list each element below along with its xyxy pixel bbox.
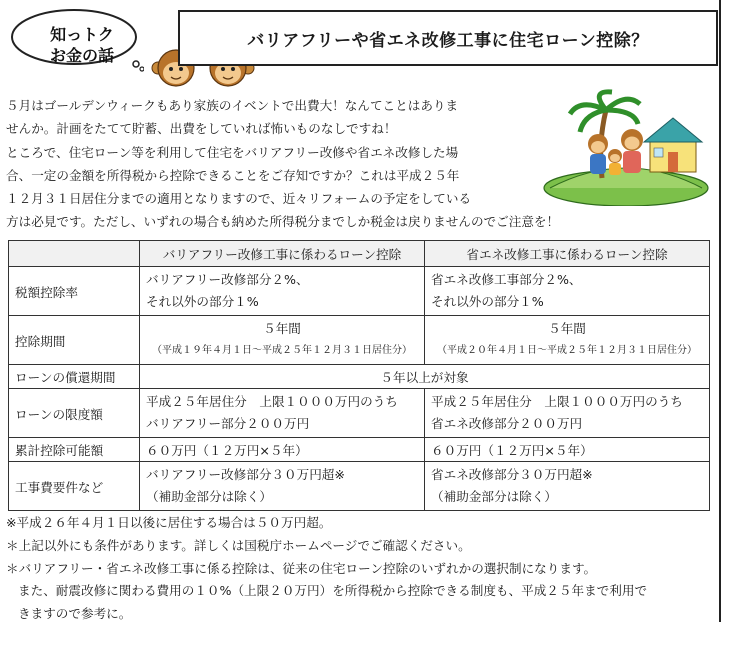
page-border bbox=[719, 0, 721, 622]
intro-line: せんか。計画をたてて貯蓄、出費をしていれば怖いものなしですね！ bbox=[6, 121, 397, 137]
row-label: ローンの限度額 bbox=[9, 389, 140, 438]
footnote: ＊バリアフリー・省エネ改修工事に係る控除は、従来の住宅ローン控除のいずれかの選択制になります。 bbox=[6, 560, 597, 576]
table-header-energy-saving: 省エネ改修工事に係わるローン控除 bbox=[425, 241, 710, 267]
table-header-blank bbox=[9, 241, 140, 267]
table-row bbox=[9, 267, 710, 316]
table-row bbox=[9, 365, 710, 389]
article-title: バリアフリーや省エネ改修工事に住宅ローン控除？ bbox=[178, 10, 718, 66]
footnote: また、耐震改修に関わる費用の１０%（上限２０万円）を所得税から控除できる制度も、平成２５年まで利用で bbox=[18, 583, 648, 599]
intro-line: 方は必見です。ただし、いずれの場合も納めた所得税分までしか税金は戻りませんのでご注意を！ bbox=[6, 214, 560, 230]
footnote: ＊上記以外にも条件があります。詳しくは国税庁ホームページでご確認ください。 bbox=[6, 537, 471, 553]
cell-barrier-free bbox=[140, 316, 425, 365]
cell-line: 平成２５年居住分 上限１０００万円のうち bbox=[146, 394, 398, 409]
cell-line: バリアフリー改修部分３０万円超※ bbox=[146, 467, 345, 482]
cell-span: ５年以上が対象 bbox=[140, 365, 710, 389]
cell-line: （平成１９年４月１日～平成２５年１２月３１日居住分） bbox=[152, 345, 412, 356]
intro-line: １２月３１日居住分までの適用となりますので、近々リフォームの予定をしている bbox=[6, 191, 472, 207]
cell-energy-saving: ６０万円（１２万円×５年） bbox=[425, 438, 710, 462]
cell-line: ５年間 bbox=[263, 321, 301, 336]
cell-barrier-free bbox=[140, 267, 425, 316]
cell-energy-saving bbox=[425, 462, 710, 511]
row-label: 税額控除率 bbox=[9, 267, 140, 316]
loan-deduction-table bbox=[8, 240, 710, 511]
cell-barrier-free: ６０万円（１２万円×５年） bbox=[140, 438, 425, 462]
island-family-illustration bbox=[540, 88, 712, 206]
cell-line: それ以外の部分１% bbox=[431, 294, 544, 309]
cell-line: （平成２０年４月１日～平成２５年１２月３１日居住分） bbox=[437, 345, 697, 356]
cell-line: 省エネ改修工事部分２%、 bbox=[431, 272, 582, 287]
intro-line: 合、一定の金額を所得税から控除できることをご存知ですか？これは平成２５年 bbox=[6, 167, 460, 183]
cell-line: それ以外の部分１% bbox=[146, 294, 259, 309]
cell-line: 省エネ改修部分３０万円超※ bbox=[431, 467, 593, 482]
row-label: 累計控除可能額 bbox=[9, 438, 140, 462]
intro-line: ところで、住宅ローン等を利用して住宅をバリアフリー改修や省エネ改修した場 bbox=[6, 144, 459, 160]
cell-line: （補助金部分は除く） bbox=[431, 489, 557, 504]
footnotes bbox=[6, 512, 718, 626]
table-row bbox=[9, 438, 710, 462]
cell-energy-saving bbox=[425, 267, 710, 316]
intro-line: ５月はゴールデンウィークもあり家族のイベントで出費大！なんてことはありま bbox=[6, 98, 459, 113]
row-label: ローンの償還期間 bbox=[9, 365, 140, 389]
table-header-barrier-free: バリアフリー改修工事に係わるローン控除 bbox=[140, 241, 425, 267]
badge-line1: 知っトク bbox=[50, 25, 114, 44]
row-label: 控除期間 bbox=[9, 316, 140, 365]
speech-bubble-badge bbox=[8, 6, 144, 72]
cell-line: 平成２５年居住分 上限１０００万円のうち bbox=[431, 394, 683, 409]
cell-line: バリアフリー改修部分２%、 bbox=[146, 272, 309, 287]
table-row bbox=[9, 389, 710, 438]
cell-line: 省エネ改修部分２００万円 bbox=[431, 416, 583, 431]
cell-barrier-free bbox=[140, 462, 425, 511]
cell-line: ５年間 bbox=[548, 321, 586, 336]
cell-barrier-free bbox=[140, 389, 425, 438]
table-row bbox=[9, 462, 710, 511]
cell-line: （補助金部分は除く） bbox=[146, 489, 272, 504]
cell-energy-saving bbox=[425, 389, 710, 438]
footnote: ※平成２６年４月１日以後に居住する場合は５０万円超。 bbox=[6, 515, 332, 530]
footnote: きますので参考に。 bbox=[18, 606, 132, 622]
table-header-row bbox=[9, 241, 710, 267]
intro-text bbox=[6, 94, 560, 234]
cell-line: バリアフリー部分２００万円 bbox=[146, 416, 310, 431]
badge-text bbox=[32, 24, 132, 66]
cell-energy-saving bbox=[425, 316, 710, 365]
table-row bbox=[9, 316, 710, 365]
badge-line2: お金の話 bbox=[49, 46, 114, 65]
row-label: 工事費要件など bbox=[9, 462, 140, 511]
